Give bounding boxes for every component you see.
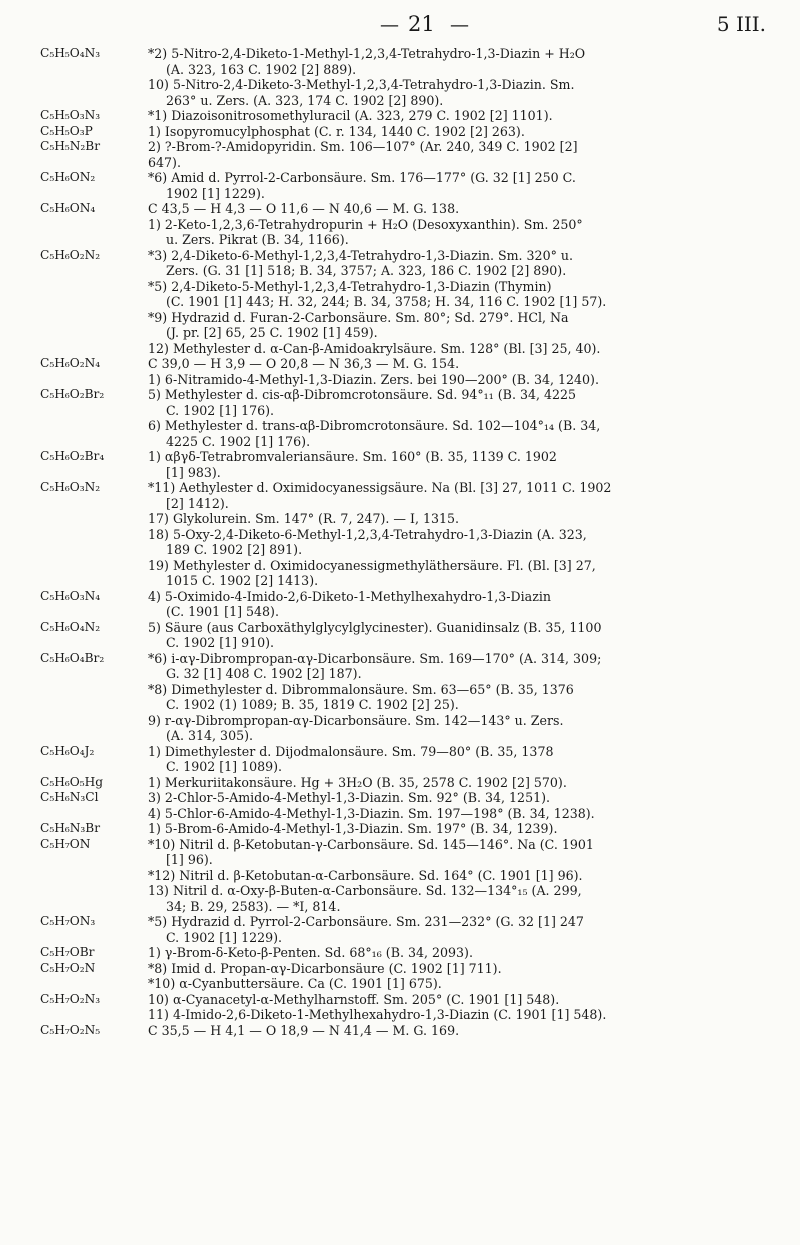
entry-line: 647). <box>148 154 181 170</box>
entry-line: 4) 5-Chlor-6-Amido-4-Methyl-1,3-Diazin. Sm. 197—198° (B. 34, 1238). <box>148 805 595 821</box>
formula-group <box>40 914 770 945</box>
entry-lines <box>148 387 770 449</box>
page-number: 21 <box>408 12 435 36</box>
entry-line: *2) 5-Nitro-2,4-Diketo-1-Methyl-1,2,3,4-Tetrahydro-1,3-Diazin + H₂O <box>148 46 586 61</box>
entry-line: (A. 314, 305). <box>166 728 254 743</box>
entry-line: *8) Imid d. Propan-αγ-Dicarbonsäure (C. 1902 [1] 711). <box>148 960 502 976</box>
formula-group <box>40 201 770 248</box>
entry-lines <box>148 837 770 915</box>
entry-line: 10) α-Cyanacetyl-α-Methylharnstoff. Sm. 205° (C. 1901 [1] 548). <box>148 991 560 1007</box>
entry-line: (A. 323, 163 C. 1902 [2] 889). <box>166 61 357 77</box>
entry-lines <box>148 744 770 775</box>
entry-line: 1) Dimethylester d. Dijodmalonsäure. Sm. 79—80° (B. 35, 1378 <box>148 743 554 759</box>
entry-line: *6) i-αγ-Dibrompropan-αγ-Dicarbonsäure. Sm. 169—170° (A. 314, 309; <box>148 650 602 666</box>
formula-group <box>40 620 770 651</box>
entry-line: 34; B. 29, 2583). — *I, 814. <box>166 898 341 914</box>
formula-label: C₅H₆O₄J₂ <box>40 743 95 758</box>
entry-line: (C. 1901 [1] 548). <box>166 604 279 619</box>
formula-label: C₅H₆O₄Br₂ <box>40 650 105 665</box>
entry-line: C. 1902 [1] 1089). <box>166 759 283 774</box>
formula-group <box>40 46 770 108</box>
entry-line: (J. pr. [2] 65, 25 C. 1902 [1] 459). <box>166 325 378 340</box>
formula-label: C₅H₆O₂N₂ <box>40 247 101 262</box>
section-label: 5 III. <box>716 12 766 36</box>
entry-line: 1) 5-Brom-6-Amido-4-Methyl-1,3-Diazin. Sm. 197° (B. 34, 1239). <box>148 821 558 836</box>
entry-line: 4225 C. 1902 [1] 176). <box>166 433 311 449</box>
entry-line: 1) 6-Nitramido-4-Methyl-1,3-Diazin. Zers. bei 190—200° (B. 34, 1240). <box>148 371 599 387</box>
formula-label: C₅H₆O₅Hg <box>40 774 104 789</box>
formula-group <box>40 589 770 620</box>
entry-line: 1015 C. 1902 [2] 1413). <box>166 573 319 588</box>
entry-lines <box>148 790 770 821</box>
entry-line: C. 1902 [1] 910). <box>166 635 275 650</box>
entry-line: 2) ?-Brom-?-Amidopyridin. Sm. 106—107° (Ar. 240, 349 C. 1902 [2] <box>148 139 578 154</box>
entry-line: 19) Methylester d. Oximidocyanessigmethyläthersäure. Fl. (Bl. [3] 27, <box>148 557 596 573</box>
entry-lines <box>148 821 770 837</box>
formula-group <box>40 387 770 449</box>
formula-label: C₅H₅O₄N₃ <box>40 46 101 60</box>
formula-group <box>40 821 770 837</box>
entry-lines <box>148 449 770 480</box>
entry-line: C. 1902 (1) 1089; B. 35, 1819 C. 1902 [2] 25). <box>166 697 459 712</box>
entry-line: C 39,0 — H 3,9 — O 20,8 — N 36,3 — M. G. 154. <box>148 356 460 371</box>
formula-label: C₅H₆ON₂ <box>40 170 96 184</box>
entry-lines <box>148 248 770 357</box>
entry-line: 1) γ-Brom-δ-Keto-β-Penten. Sd. 68°₁₆ (B. 34, 2093). <box>148 945 473 960</box>
entry-line: C. 1902 [1] 1229). <box>166 929 283 945</box>
formula-group <box>40 744 770 775</box>
entry-lines <box>148 945 770 961</box>
entry-line: 1) αβγδ-Tetrabromvaleriansäure. Sm. 160° (B. 35, 1139 C. 1902 <box>148 449 557 464</box>
entry-lines <box>148 46 770 108</box>
entry-line: *12) Nitril d. β-Ketobutan-α-Carbonsäure. Sd. 164° (C. 1901 [1] 96). <box>148 867 583 883</box>
entry-lines <box>148 589 770 620</box>
formula-label: C₅H₅O₃P <box>40 123 93 138</box>
formula-label: C₅H₆N₃Cl <box>40 790 99 804</box>
formula-group <box>40 790 770 821</box>
entry-lines <box>148 651 770 744</box>
formula-label: C₅H₆O₄N₂ <box>40 619 101 634</box>
entry-line: 9) r-αγ-Dibrompropan-αγ-Dicarbonsäure. Sm. 142—143° u. Zers. <box>148 712 564 728</box>
entry-line: 10) 5-Nitro-2,4-Diketo-3-Methyl-1,2,3,4-Tetrahydro-1,3-Diazin. Sm. <box>148 77 575 92</box>
formula-group <box>40 1023 770 1039</box>
entry-line: C 43,5 — H 4,3 — O 11,6 — N 40,6 — M. G. 138. <box>148 201 460 216</box>
formula-group <box>40 356 770 387</box>
entry-line: (C. 1901 [1] 443; H. 32, 244; B. 34, 3758; H. 34, 116 C. 1902 [1] 57). <box>166 294 607 309</box>
entry-line: 11) 4-Imido-2,6-Diketo-1-Methylhexahydro-1,3-Diazin (C. 1901 [1] 548). <box>148 1007 607 1022</box>
entry-lines <box>148 620 770 651</box>
formula-label: C₅H₆O₃N₄ <box>40 588 101 603</box>
entry-line: 12) Methylester d. α-Can-β-Amidoakrylsäure. Sm. 128° (Bl. [3] 25, 40). <box>148 340 601 356</box>
formula-group <box>40 248 770 357</box>
entry-lines <box>148 108 770 124</box>
formula-label: C₅H₆O₂Br₄ <box>40 449 105 463</box>
formula-label: C₅H₅O₃N₃ <box>40 108 101 122</box>
entry-lines <box>148 992 770 1023</box>
entry-line: *5) 2,4-Diketo-5-Methyl-1,2,3,4-Tetrahydro-1,3-Diazin (Thymin) <box>148 278 552 294</box>
entry-line: 18) 5-Oxy-2,4-Diketo-6-Methyl-1,2,3,4-Tetrahydro-1,3-Diazin (A. 323, <box>148 526 587 542</box>
entry-line: *5) Hydrazid d. Pyrrol-2-Carbonsäure. Sm. 231—232° (G. 32 [1] 247 <box>148 914 584 929</box>
formula-group <box>40 945 770 961</box>
entry-line: *8) Dimethylester d. Dibrommalonsäure. Sm. 63—65° (B. 35, 1376 <box>148 681 574 697</box>
entry-line: 5) Säure (aus Carboxäthylglycylglycinester). Guanidinsalz (B. 35, 1100 <box>148 619 602 635</box>
entry-line: *1) Diazoisonitrosomethyluracil (A. 323, 279 C. 1902 [2] 1101). <box>148 108 553 123</box>
entry-line: G. 32 [1] 408 C. 1902 [2] 187). <box>166 666 362 681</box>
entry-line: 1) 2-Keto-1,2,3,6-Tetrahydropurin + H₂O (Desoxyxanthin). Sm. 250° <box>148 216 583 232</box>
entry-line: 1) Isopyromucylphosphat (C. r. 134, 1440 C. 1902 [2] 263). <box>148 123 525 139</box>
formula-group <box>40 480 770 589</box>
header-dash-right: — <box>450 14 469 36</box>
entry-lines <box>148 775 770 791</box>
formula-group <box>40 108 770 124</box>
entry-lines <box>148 480 770 589</box>
formula-label: C₅H₇O₂N₃ <box>40 991 101 1006</box>
entry-line: Zers. (G. 31 [1] 518; B. 34, 3757; A. 323, 186 C. 1902 [2] 890). <box>166 263 567 278</box>
entry-line: *9) Hydrazid d. Furan-2-Carbonsäure. Sm. 80°; Sd. 279°. HCl, Na <box>148 309 569 325</box>
entry-line: [1] 96). <box>166 852 213 867</box>
formula-group <box>40 961 770 992</box>
entry-lines <box>148 139 770 170</box>
entry-lines <box>148 1023 770 1039</box>
formula-label: C₅H₆N₃Br <box>40 821 101 835</box>
formula-group <box>40 837 770 915</box>
formula-label: C₅H₆O₂Br₂ <box>40 387 105 401</box>
formula-label: C₅H₆ON₄ <box>40 201 96 215</box>
formula-label: C₅H₆O₃N₂ <box>40 480 101 494</box>
formula-group <box>40 170 770 201</box>
entry-line: *10) Nitril d. β-Ketobutan-γ-Carbonsäure. Sd. 145—146°. Na (C. 1901 <box>148 836 594 852</box>
entry-line: *11) Aethylester d. Oximidocyanessigsäure. Na (Bl. [3] 27, 1011 C. 1902 <box>148 480 612 495</box>
entry-line: [1] 983). <box>166 464 221 480</box>
formula-group <box>40 775 770 791</box>
entry-lines <box>148 356 770 387</box>
entry-line: *10) α-Cyanbuttersäure. Ca (C. 1901 [1] 675). <box>148 976 442 991</box>
page-header <box>40 10 770 44</box>
entry-line: [2] 1412). <box>166 495 229 511</box>
entry-line: 189 C. 1902 [2] 891). <box>166 542 303 557</box>
entry-lines <box>148 124 770 140</box>
formula-group <box>40 651 770 744</box>
entry-line: 3) 2-Chlor-5-Amido-4-Methyl-1,3-Diazin. Sm. 92° (B. 34, 1251). <box>148 790 551 805</box>
entry-lines <box>148 961 770 992</box>
formula-label: C₅H₇O₂N₅ <box>40 1022 101 1037</box>
entry-line: *3) 2,4-Diketo-6-Methyl-1,2,3,4-Tetrahydro-1,3-Diazin. Sm. 320° u. <box>148 247 574 263</box>
formula-group <box>40 449 770 480</box>
formula-group <box>40 124 770 140</box>
entry-lines <box>148 914 770 945</box>
formula-entries <box>40 46 770 1038</box>
entry-line: u. Zers. Pikrat (B. 34, 1166). <box>166 232 349 247</box>
entry-line: C. 1902 [1] 176). <box>166 402 275 418</box>
formula-label: C₅H₇OBr <box>40 945 95 959</box>
entry-line: 13) Nitril d. α-Oxy-β-Buten-α-Carbonsäure. Sd. 132—134°₁₅ (A. 299, <box>148 883 582 898</box>
entry-line: 5) Methylester d. cis-αβ-Dibromcrotonsäure. Sd. 94°₁₁ (B. 34, 4225 <box>148 387 577 402</box>
entry-line: 1902 [1] 1229). <box>166 185 265 201</box>
entry-lines <box>148 170 770 201</box>
entry-line: 17) Glykolurein. Sm. 147° (R. 7, 247). — I, 1315. <box>148 511 460 526</box>
formula-label: C₅H₇ON₃ <box>40 914 96 928</box>
entry-line: 4) 5-Oximido-4-Imido-2,6-Diketo-1-Methylhexahydro-1,3-Diazin <box>148 588 551 604</box>
header-dash-left: — <box>380 14 399 36</box>
formula-label: C₅H₇ON <box>40 836 91 851</box>
entry-line: 1) Merkuriitakonsäure. Hg + 3H₂O (B. 35, 2578 C. 1902 [2] 570). <box>148 774 567 790</box>
entry-line: 6) Methylester d. trans-αβ-Dibromcrotonsäure. Sd. 102—104°₁₄ (B. 34, <box>148 418 601 433</box>
entry-line: 263° u. Zers. (A. 323, 174 C. 1902 [2] 890). <box>166 92 444 108</box>
formula-label: C₅H₆O₂N₄ <box>40 356 101 370</box>
formula-label: C₅H₇O₂N <box>40 960 96 975</box>
entry-lines <box>148 201 770 248</box>
formula-group <box>40 992 770 1023</box>
formula-label: C₅H₅N₂Br <box>40 139 101 153</box>
formula-group <box>40 139 770 170</box>
entry-line: *6) Amid d. Pyrrol-2-Carbonsäure. Sm. 176—177° (G. 32 [1] 250 C. <box>148 170 576 185</box>
entry-line: C 35,5 — H 4,1 — O 18,9 — N 41,4 — M. G. 169. <box>148 1022 460 1038</box>
